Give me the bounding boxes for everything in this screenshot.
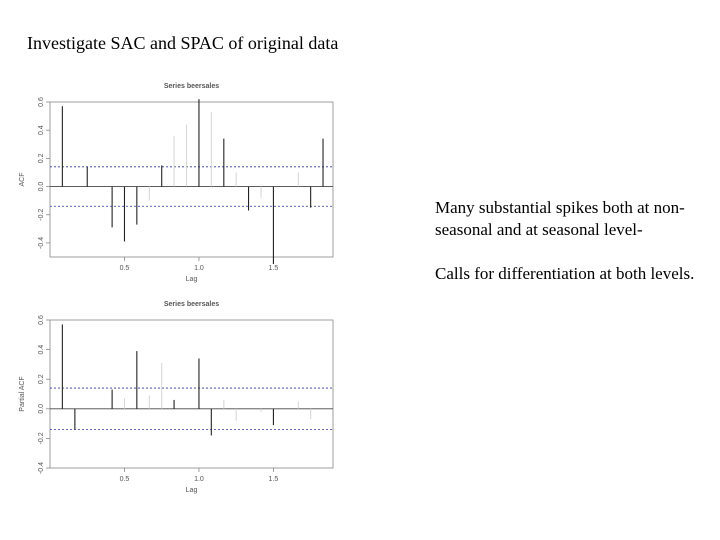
y-tick-label: 0.6 <box>38 315 45 325</box>
y-tick-label: 0.2 <box>38 153 45 164</box>
x-axis-label: Lag <box>185 487 198 494</box>
x-axis-label: Lag <box>185 276 198 283</box>
x-tick-label: 1.0 <box>194 476 204 483</box>
y-tick-label: 0.0 <box>38 403 45 414</box>
y-tick-label: 0.2 <box>38 374 45 385</box>
chart-title: Series beersales <box>163 83 220 90</box>
slide-notes <box>435 197 695 307</box>
x-tick-label: 1.5 <box>268 265 279 272</box>
note-differentiation: Calls for differentiation at both levels. <box>435 264 695 283</box>
y-tick-label: 0.0 <box>38 181 45 192</box>
plot-frame <box>50 102 333 257</box>
x-tick-label: 0.5 <box>119 265 130 272</box>
y-axis-label: Partial ACF <box>19 376 26 412</box>
acf-chart <box>0 72 345 297</box>
y-tick-label: 0.4 <box>38 125 45 136</box>
pacf-chart <box>0 294 345 509</box>
chart-title: Series beersales <box>163 301 220 308</box>
x-tick-label: 1.0 <box>194 265 204 272</box>
y-tick-label: -0.2 <box>38 208 45 221</box>
y-tick-label: -0.4 <box>38 236 45 249</box>
x-tick-label: 1.5 <box>268 476 279 483</box>
y-tick-label: -0.4 <box>38 461 45 475</box>
y-tick-label: 0.6 <box>38 97 45 107</box>
x-tick-label: 0.5 <box>119 476 130 483</box>
y-tick-label: 0.4 <box>38 344 45 355</box>
note-spikes: Many substantial spikes both at non-seasonal and at seasonal level- <box>435 198 685 239</box>
plot-frame <box>50 320 333 468</box>
y-axis-label: ACF <box>19 172 26 187</box>
y-tick-label: -0.2 <box>38 432 45 445</box>
slide-title: Investigate SAC and SPAC of original data <box>27 33 339 53</box>
